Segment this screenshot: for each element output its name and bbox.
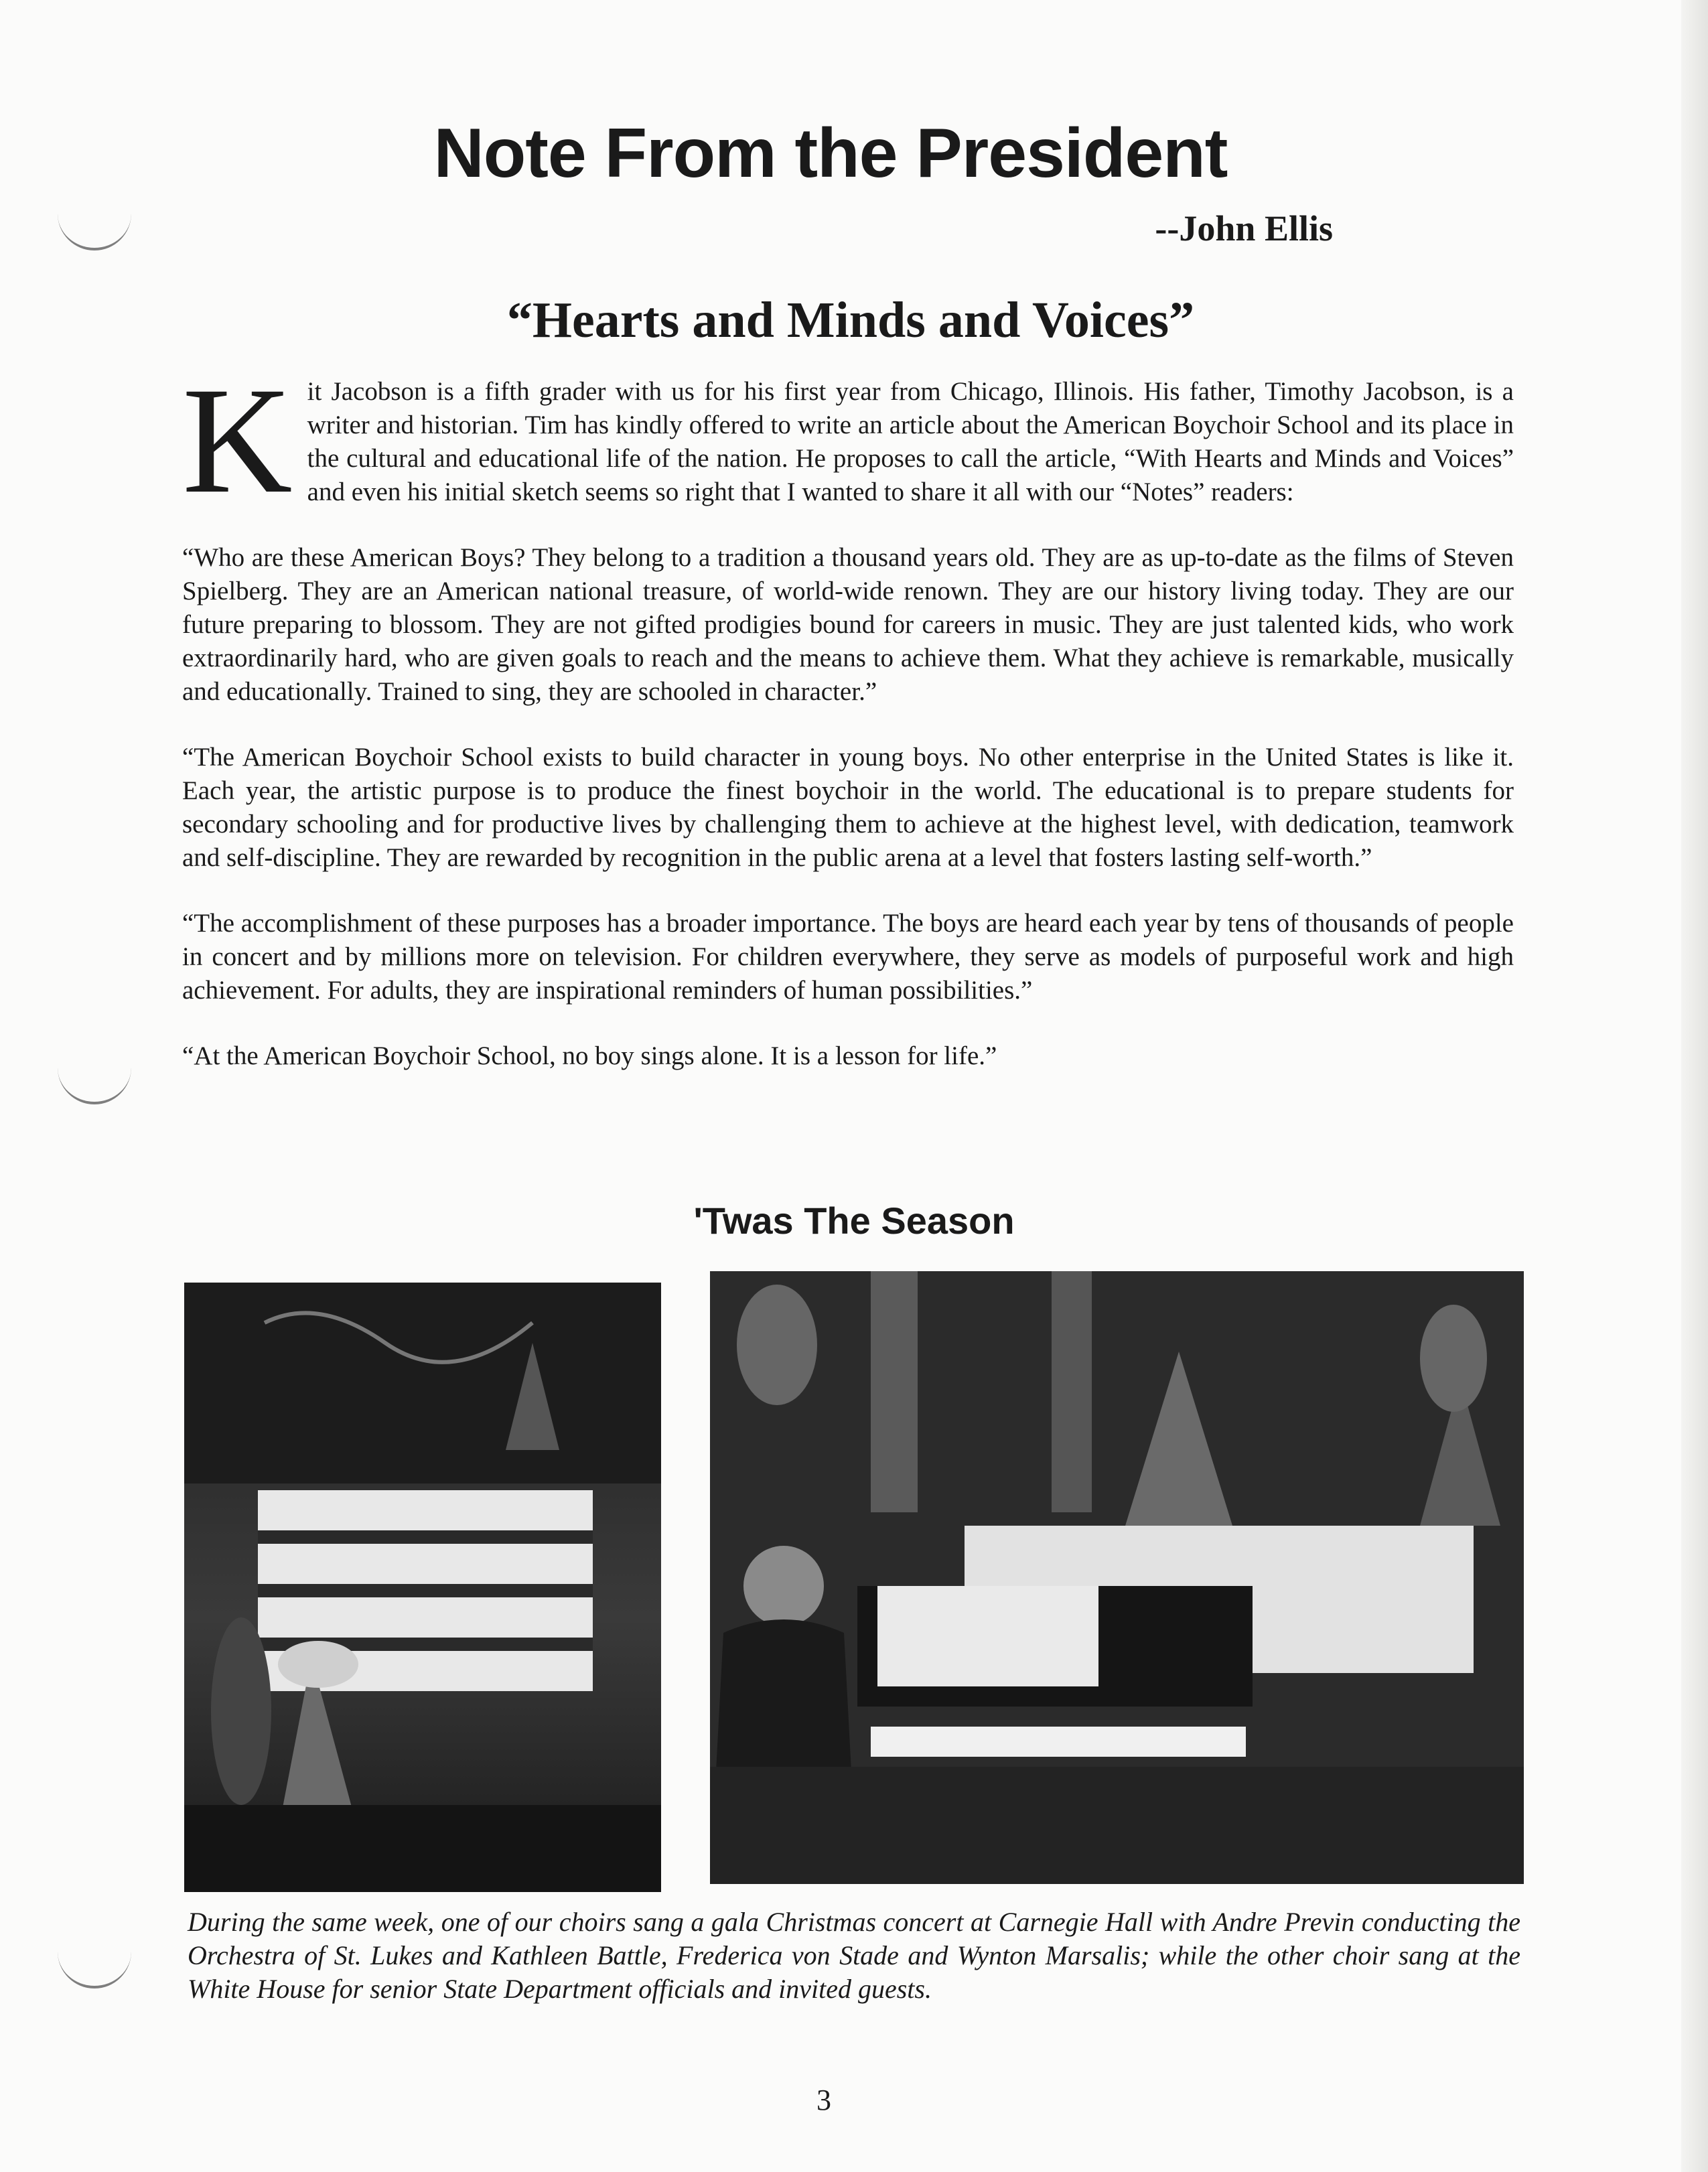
punch-hole	[58, 208, 131, 250]
paragraph-2: “Who are these American Boys? They belong to a tradition a thousand years old. They are as up-to-date as the films of Steven Spielberg. They are an American national treasure, of world-wide renown. They are our history living today. They are our future preparing to blossom. They are not gifted prodigies bound for careers in music. They are just talented kids, who work extraordinarily hard, who are given goals to reach and the means to achieve them. What they achieve is remarkable, musically and educationally. Trained to sing, they are schooled in character.”	[182, 543, 1514, 706]
article-subtitle: “Hearts and Minds and Voices”	[506, 292, 1195, 348]
section-heading: 'Twas The Season	[693, 1200, 1015, 1242]
punch-hole	[58, 1946, 131, 1988]
paragraph-3: “The American Boychoir School exists to build character in young boys. No other enterprise in the United States is like it. Each year, the artistic purpose is to produce the finest boychoir in the world. The educational is to prepare students for secondary schooling and for productive lives by challenging them to achieve at the highest level, with dedication, teamwork and self-discipline. They are rewarded by recognition in the public arena at a level that fosters lasting self-worth.”	[182, 743, 1514, 872]
paragraph-1-text: it Jacobson is a fifth grader with us for his first year from Chicago, Illinois. His father, Timothy Jacobson, is a writer and historian. Tim has kindly offered to write an article about the American Boychoir School and its place in the cultural and educational life of the nation. He proposes to call the article, “With Hearts and Minds and Voices” and even his initial sketch seems so right that I wanted to share it all with our “Notes” readers:	[307, 377, 1514, 506]
article-body	[182, 356, 1514, 1105]
choir-stage-illustration	[184, 1283, 661, 1892]
punch-hole	[58, 1062, 131, 1104]
page-title: Note From the President	[433, 115, 1228, 192]
paragraph-5: “At the American Boychoir School, no boy sings alone. It is a lesson for life.”	[182, 1041, 997, 1070]
page-number: 3	[816, 2084, 831, 2116]
choir-piano-illustration	[710, 1271, 1524, 1884]
author-byline: --John Ellis	[1155, 208, 1333, 248]
white-house-photo	[710, 1271, 1524, 1884]
concert-photo	[184, 1283, 661, 1892]
drop-cap: K	[182, 356, 293, 525]
paragraph-4: “The accomplishment of these purposes has a broader importance. The boys are heard each year by tens of thousands of people in concert and by millions more on television. For children everywhere, they serve as models of purposeful work and high achievement. For adults, they are inspirational reminders of human possibilities.”	[182, 909, 1514, 1005]
photo-caption: During the same week, one of our choirs sang a gala Christmas concert at Carnegie Hall with Andre Previn conducting the Orchestra of St. Lukes and Kathleen Battle, Frederica von Stade and Wynton Marsalis; while the other choir sang at the White House for senior State Department officials and invited guests.	[188, 1907, 1520, 2004]
paragraph-intro	[182, 356, 1514, 525]
